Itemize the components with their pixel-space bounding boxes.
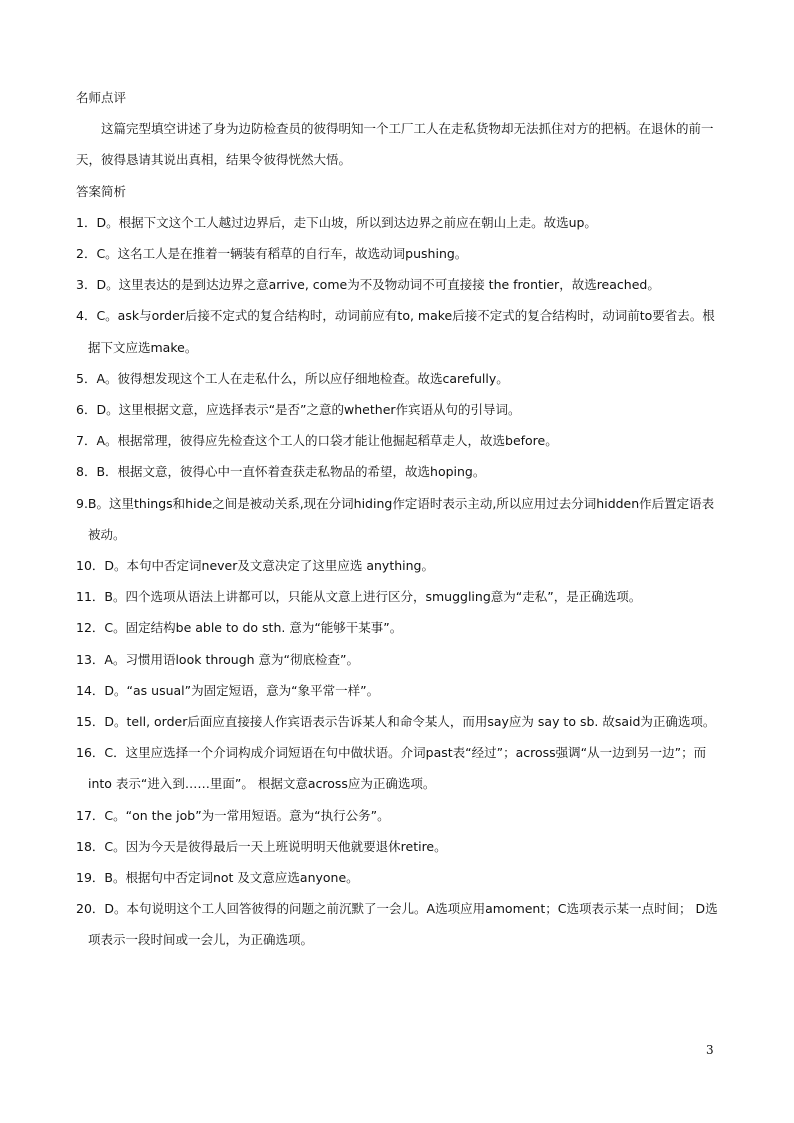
page-content <box>76 82 726 956</box>
answer-item-20: 20．D。本句说明这个工人回答彼得的问题之前沉默了一会儿。A选项应用amoment；C选项表示某一点时间； D选项表示一段时间或一会儿，为正确选项。 <box>76 901 718 948</box>
analysis-heading: 答案简析 <box>76 183 127 199</box>
answer-item-17: 17．C。“on the job”为一常用短语。意为“执行公务”。 <box>76 807 390 823</box>
answer-item-14: 14．D。“as usual”为固定短语，意为“象平常一样”。 <box>76 682 380 698</box>
page-number: 3 <box>706 1043 714 1057</box>
answer-item-11: 11．B。四个选项从语法上讲都可以，只能从文意上进行区分，smuggling意为“走私”，是正确选项。 <box>76 589 642 605</box>
answer-item-18: 18．C。因为今天是彼得最后一天上班说明明天他就要退休retire。 <box>76 838 447 854</box>
answer-item-3: 3．D。这里表达的是到达边界之意arrive, come为不及物动词不可直接接 the frontier，故选reached。 <box>76 277 660 293</box>
answer-item-19: 19．B。根据句中否定词not 及文意应选anyone。 <box>76 870 359 886</box>
review-heading: 名师点评 <box>76 90 127 105</box>
answer-item-8: 8．B．根据文意，彼得心中一直怀着查获走私物品的希望，故选hoping。 <box>76 464 486 480</box>
answer-item-12: 12．C。固定结构be able to do sth. 意为“能够干某事”。 <box>76 620 403 636</box>
answer-item-1: 1．D。根据下文这个工人越过边界后，走下山坡，所以到达边界之前应在朝山上走。故选up。 <box>76 214 597 230</box>
answer-list <box>76 207 726 956</box>
answer-item-16: 16．C．这里应选择一个介词构成介词短语在句中做状语。介词past表“经过”；across强调“从一边到另一边”；而into 表示“进入到……里面”。 根据文意across应为正确选项。 <box>76 745 707 792</box>
answer-item-7: 7．A。根据常理，彼得应先检查这个工人的口袋才能让他掘起稻草走人，故选before。 <box>76 433 558 449</box>
answer-item-15: 15．D。tell, order后面应直接接人作宾语表示告诉某人和命令某人，而用say应为 say to sb. 故said为正确选项。 <box>76 714 716 730</box>
answer-item-9: 9.B。这里things和hide之间是被动关系,现在分词hiding作定语时表示主动,所以应用过去分词hidden作后置定语表被动。 <box>76 495 715 542</box>
review-summary: 这篇完型填空讲述了身为边防检查员的彼得明知一个工厂工人在走私货物却无法抓住对方的把柄。在退休的前一天，彼得恳请其说出真相，结果令彼得恍然大悟。 <box>76 121 714 168</box>
answer-item-13: 13．A。习惯用语look through 意为“彻底检查”。 <box>76 651 359 667</box>
answer-item-5: 5．A。彼得想发现这个工人在走私什么，所以应仔细地检查。故选carefully。 <box>76 370 509 386</box>
answer-item-6: 6．D。这里根据文意，应选择表示“是否”之意的whether作宾语从句的引导词。 <box>76 402 521 418</box>
answer-item-2: 2．C。这名工人是在推着一辆装有稻草的自行车，故选动词pushing。 <box>76 246 468 262</box>
answer-item-10: 10．D。本句中否定词never及文意决定了这里应选 anything。 <box>76 558 434 574</box>
answer-item-4: 4．C。ask与order后接不定式的复合结构时，动词前应有to, make后接不定式的复合结构时，动词前to要省去。根据下文应选make。 <box>76 308 715 355</box>
